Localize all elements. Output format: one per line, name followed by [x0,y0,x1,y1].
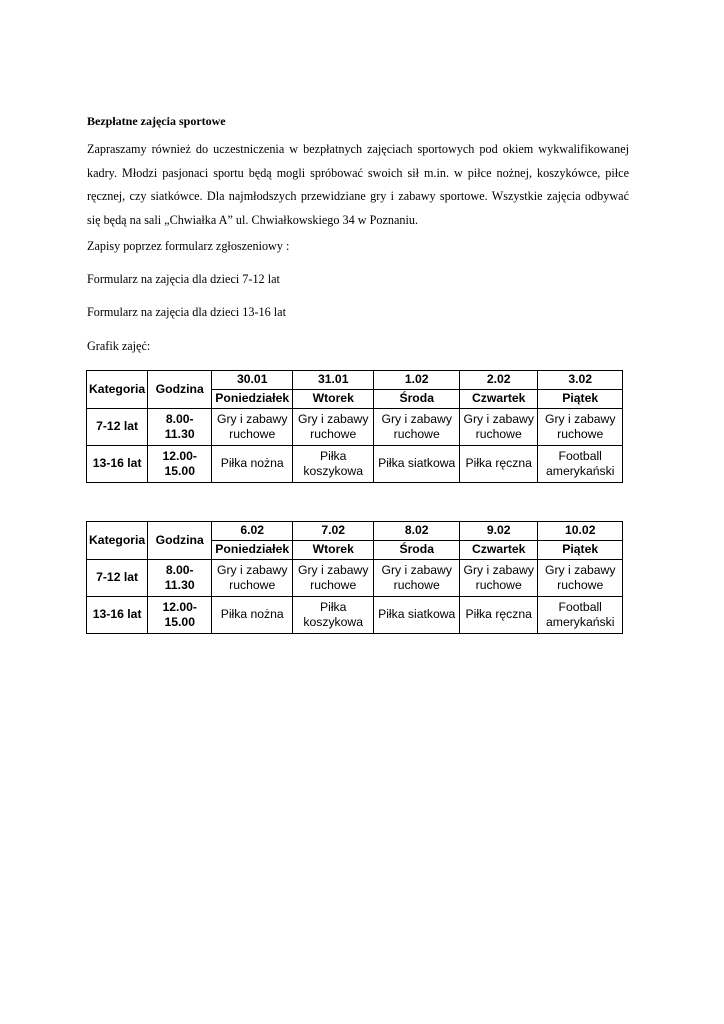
date-cell: 1.02 [374,371,460,390]
activity-cell: Gry i zabawy ruchowe [460,409,538,446]
activity-cell: Piłka nożna [212,446,293,483]
activity-cell: Football amerykański [538,597,623,634]
time-cell: 8.00- 11.30 [148,560,212,597]
activity-cell: Football amerykański [538,446,623,483]
time-cell: 12.00- 15.00 [148,597,212,634]
activity-cell: Gry i zabawy ruchowe [212,409,293,446]
activity-cell: Gry i zabawy ruchowe [374,409,460,446]
date-cell: 31.01 [293,371,374,390]
day-cell: Piątek [538,541,623,560]
activity-cell: Piłka siatkowa [374,597,460,634]
day-cell: Wtorek [293,541,374,560]
category-cell: 7-12 lat [87,560,148,597]
category-cell: 13-16 lat [87,446,148,483]
schedule-table-week-2 [86,521,623,634]
header-category: Kategoria [87,371,148,409]
time-cell: 12.00- 15.00 [148,446,212,483]
intro-paragraph: Zapraszamy również do uczestniczenia w bezpłatnych zajęciach sportowych pod okiem wykwalifikowanej kadry. Młodzi pasjonaci sportu będą mogli spróbować swoich sił m.in. w piłce nożnej, koszykówce, piłce ręcznej, czy siatkówce. Dla najmłodszych przewidziane gry i zabawy sportowe. Wszystkie zajęcia odbywać się będą na sali „Chwiałka A” ul. Chwiałkowskiego 34 w Poznaniu. [87,142,629,227]
schedule-table-week-1 [86,370,623,483]
day-cell: Czwartek [460,541,538,560]
day-cell: Środa [374,390,460,409]
activity-cell: Piłka koszykowa [293,597,374,634]
header-time: Godzina [148,371,212,409]
date-cell: 3.02 [538,371,623,390]
form-link-13-16[interactable]: Formularz na zajęcia dla dzieci 13-16 lat [87,305,286,319]
form-link-7-12[interactable]: Formularz na zajęcia dla dzieci 7-12 lat [87,272,280,286]
activity-cell: Gry i zabawy ruchowe [538,409,623,446]
activity-cell: Gry i zabawy ruchowe [538,560,623,597]
activity-cell: Piłka ręczna [460,597,538,634]
category-cell: 7-12 lat [87,409,148,446]
activity-cell: Gry i zabawy ruchowe [374,560,460,597]
category-cell: 13-16 lat [87,597,148,634]
day-cell: Środa [374,541,460,560]
day-cell: Wtorek [293,390,374,409]
signup-text: Zapisy poprzez formularz zgłoszeniowy : [87,239,290,253]
schedule-title: Grafik zajęć: [87,339,151,353]
date-cell: 30.01 [212,371,293,390]
header-category: Kategoria [87,522,148,560]
activity-cell: Gry i zabawy ruchowe [212,560,293,597]
activity-cell: Piłka siatkowa [374,446,460,483]
date-cell: 8.02 [374,522,460,541]
activity-cell: Piłka nożna [212,597,293,634]
activity-cell: Gry i zabawy ruchowe [460,560,538,597]
activity-cell: Gry i zabawy ruchowe [293,409,374,446]
date-cell: 2.02 [460,371,538,390]
section-heading: Bezpłatne zajęcia sportowe [87,114,226,128]
day-cell: Piątek [538,390,623,409]
day-cell: Poniedziałek [212,390,293,409]
time-cell: 8.00- 11.30 [148,409,212,446]
day-cell: Poniedziałek [212,541,293,560]
date-cell: 6.02 [212,522,293,541]
header-time: Godzina [148,522,212,560]
activity-cell: Piłka ręczna [460,446,538,483]
activity-cell: Piłka koszykowa [293,446,374,483]
date-cell: 7.02 [293,522,374,541]
activity-cell: Gry i zabawy ruchowe [293,560,374,597]
date-cell: 9.02 [460,522,538,541]
date-cell: 10.02 [538,522,623,541]
day-cell: Czwartek [460,390,538,409]
